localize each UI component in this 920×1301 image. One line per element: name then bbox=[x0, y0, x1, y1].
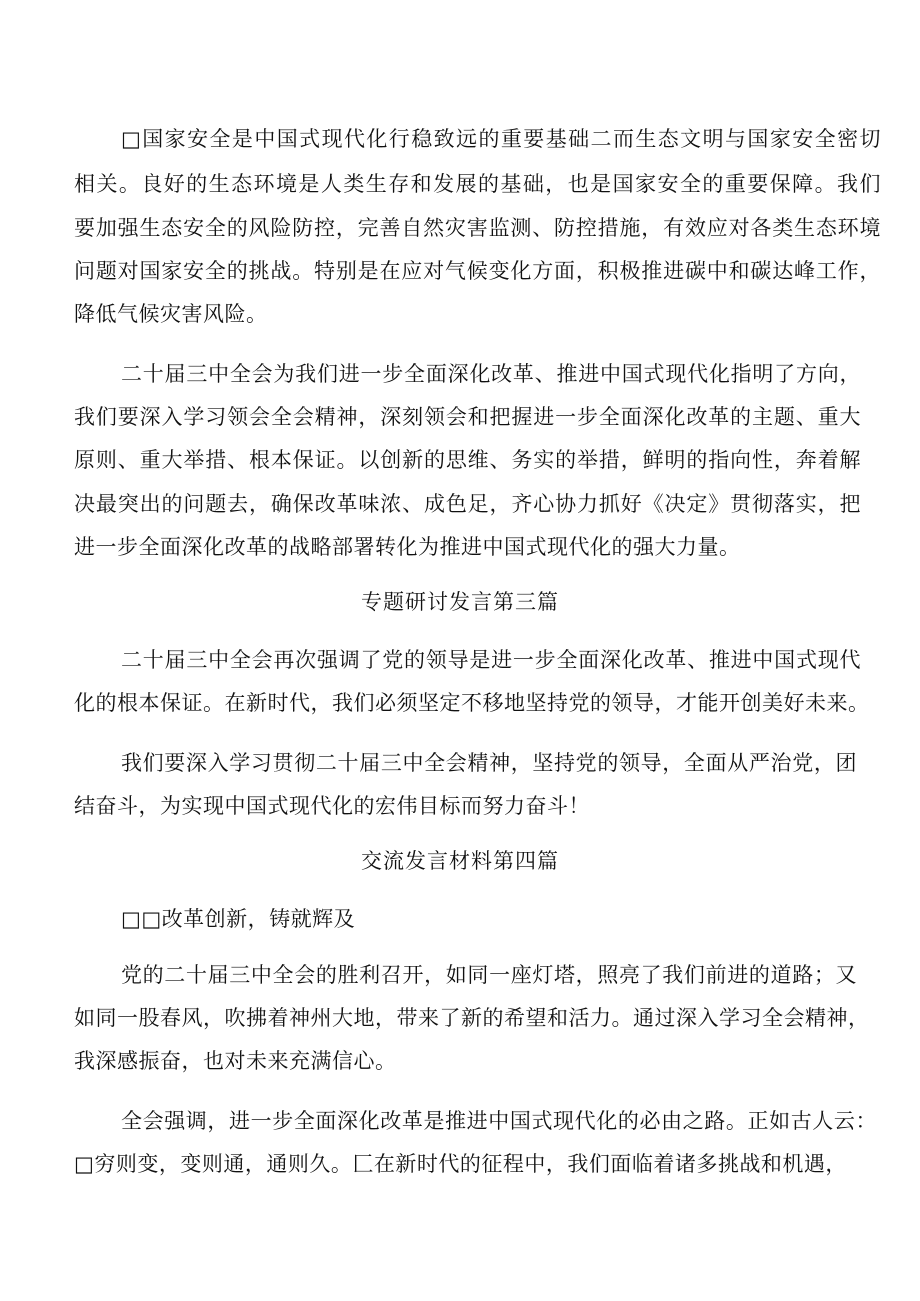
paragraph-line: 降低气候灾害风险。 bbox=[74, 302, 268, 326]
paragraph-line: 我深感振奋，也对未来充满信心。 bbox=[74, 1049, 397, 1073]
paragraph-line: 决最突出的问题去，确保改革味浓、成色足，齐心协力抓好《决定》贯彻落实，把 bbox=[74, 492, 861, 516]
paragraph-line: 结奋斗，为实现中国式现代化的宏伟目标而努力奋斗！ bbox=[74, 794, 590, 818]
paragraph-line: 问题对国家安全的挑战。特别是在应对气候变化方面，积极推进碳中和碳达峰工作， bbox=[74, 259, 881, 283]
paragraph-line: □国家安全是中国式现代化行稳致远的重要基础二而生态文明与国家安全密切 bbox=[121, 127, 881, 151]
paragraph-line: 我们要深入学习贯彻二十届三中全会精神，坚持党的领导，全面从严治党，团 bbox=[121, 751, 857, 775]
paragraph-line: 党的二十届三中全会的胜利召开，如同一座灯塔，照亮了我们前进的道路；又 bbox=[121, 963, 857, 987]
paragraph-line: □穷则变，变则通，通则久。匚在新时代的征程中，我们面临着诸多挑战和机遇， bbox=[74, 1152, 847, 1176]
paragraph-line: 我们要深入学习领会全会精神，深刻领会和把握进一步全面深化改革的主题、重大 bbox=[74, 405, 861, 429]
paragraph-line: 进一步全面深化改革的战略部署转化为推进中国式现代化的强大力量。 bbox=[74, 535, 741, 559]
paragraph-line: □□改革创新，铸就辉及 bbox=[121, 907, 356, 931]
paragraph-line: 原则、重大举措、根本保证。以创新的思维、务实的举措，鲜明的指向性，奔着解 bbox=[74, 448, 861, 472]
paragraph-line: 如同一股春风，吹拂着神州大地，带来了新的希望和活力。通过深入学习全会精神， bbox=[74, 1006, 870, 1030]
paragraph-line: 二十届三中全会为我们进一步全面深化改革、推进中国式现代化指明了方向， bbox=[121, 362, 861, 386]
section-heading-third: 专题研讨发言第三篇 bbox=[361, 590, 559, 614]
paragraph-line: 相关。良好的生态环境是人类生存和发展的基础，也是国家安全的重要保障。我们 bbox=[74, 172, 881, 196]
paragraph-line: 化的根本保证。在新时代，我们必须坚定不移地坚持党的领导，才能开创美好未来。 bbox=[74, 691, 870, 715]
paragraph-line: 要加强生态安全的风险防控，完善自然灾害监测、防控措施，有效应对各类生态环境 bbox=[74, 216, 881, 240]
paragraph-line: 二十届三中全会再次强调了党的领导是进一步全面深化改革、推进中国式现代 bbox=[121, 648, 861, 672]
section-heading-fourth: 交流发言材料第四篇 bbox=[361, 849, 559, 873]
paragraph-line: 全会强调，进一步全面深化改革是推进中国式现代化的必由之路。正如古人云： bbox=[121, 1109, 877, 1133]
